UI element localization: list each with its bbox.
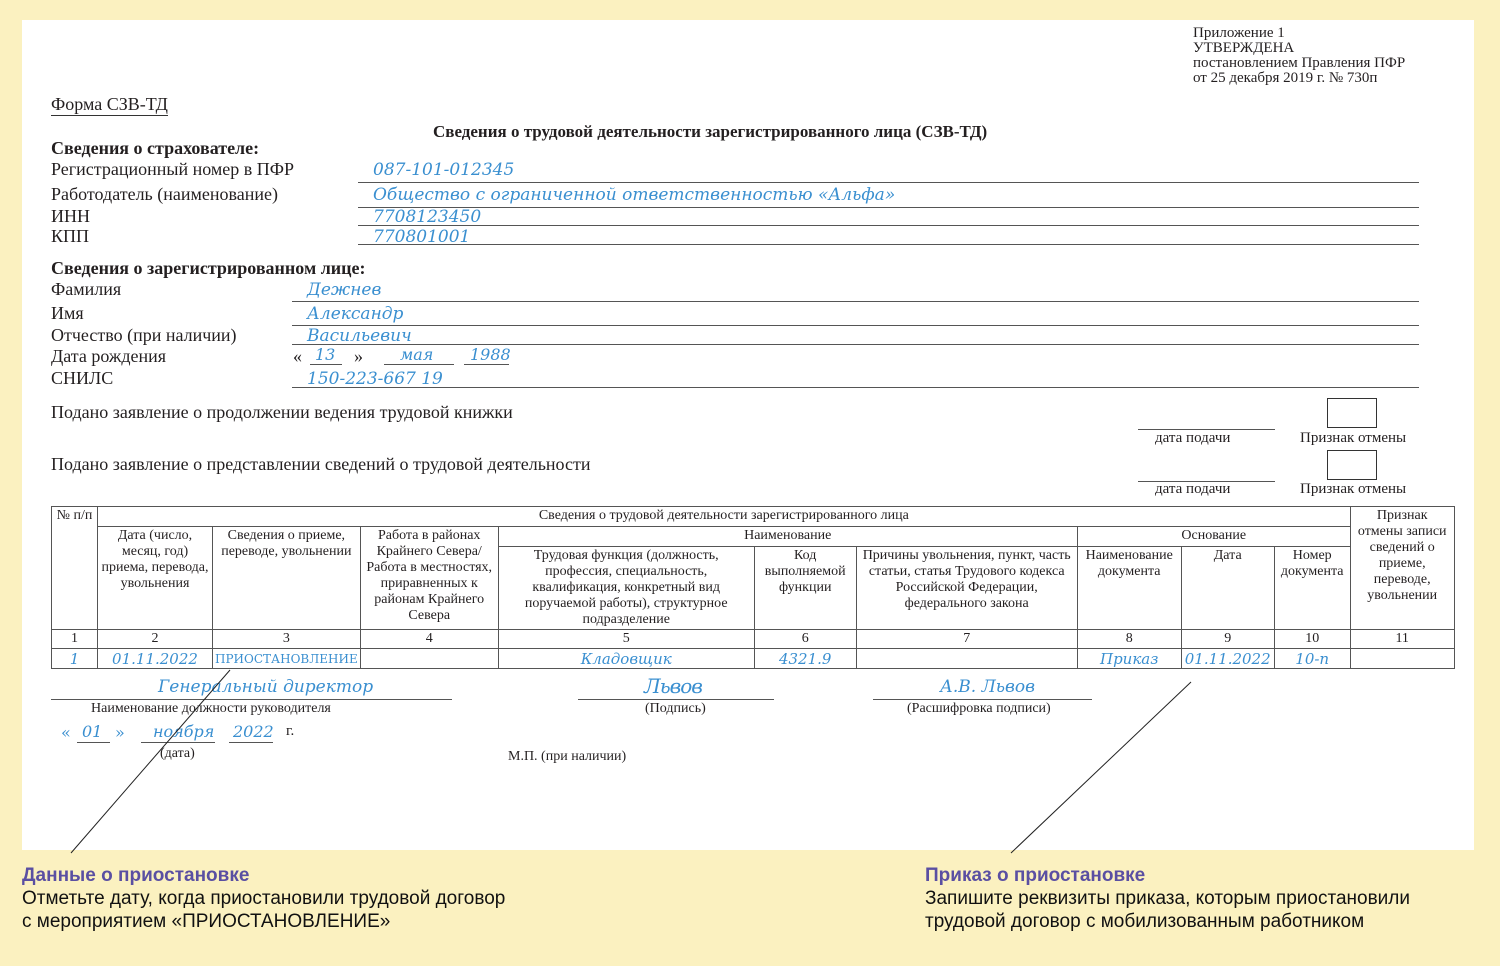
- form-title: Сведения о трудовой деятельности зарегистрированного лица (СЗВ-ТД): [433, 122, 988, 141]
- signature-scribble: Львов: [644, 674, 702, 698]
- note-right-title: Приказ о приостановке: [925, 865, 1146, 886]
- col-number: 2: [98, 630, 213, 649]
- note-right-line: Запишите реквизиты приказа, которым приостановили: [925, 888, 1410, 909]
- col-header-north: Работа в районах Крайнего Севера/ Работа в местностях, приравненных к районам Крайнего Севера: [360, 527, 498, 630]
- col-number: 10: [1274, 630, 1350, 649]
- note-right: [925, 865, 1410, 933]
- insurer-section-title: Сведения о страхователе:: [51, 138, 260, 158]
- reg-number-value: 087-101-012345: [373, 160, 515, 180]
- col-number: 3: [213, 630, 361, 649]
- table-group-title: Сведения о трудовой деятельности зарегистрированного лица: [98, 507, 1351, 527]
- col-number: 5: [498, 630, 754, 649]
- col-number: 1: [52, 630, 98, 649]
- note-left-line: Отметьте дату, когда приостановили трудовой договор: [22, 888, 506, 909]
- employer-label: Работодатель (наименование): [51, 184, 279, 204]
- continue-cancel-caption: Признак отмены: [1300, 430, 1407, 446]
- col-header-doc-date: Дата: [1181, 547, 1274, 630]
- stamp-caption: М.П. (при наличии): [508, 749, 627, 764]
- note-left-title: Данные о приостановке: [22, 865, 250, 886]
- row-doc-date: 01.11.2022: [1181, 649, 1274, 669]
- col-number: 4: [360, 630, 498, 649]
- sign-date-year-suffix: г.: [286, 723, 295, 739]
- continue-date-caption: дата подачи: [1155, 430, 1231, 446]
- row-doc-name: Приказ: [1077, 649, 1181, 669]
- col-header-reasons: Причины увольнения, пункт, часть статьи, статья Трудового кодекса Российской Федерации, федерального закона: [856, 547, 1077, 630]
- provide-cancel-caption: Признак отмены: [1300, 481, 1407, 497]
- quote-open: «: [293, 346, 302, 366]
- birth-date-label: Дата рождения: [51, 346, 167, 366]
- sign-date-caption: (дата): [160, 746, 195, 761]
- col-header-date: Дата (число, месяц, год) приема, перевода, увольнения: [98, 527, 213, 630]
- inn-value: 7708123450: [373, 207, 482, 227]
- kpp-label: КПП: [51, 226, 90, 246]
- note-left: [22, 865, 505, 933]
- birth-year-value: 1988: [470, 345, 511, 364]
- note-right-line: трудовой договор с мобилизованным работником: [925, 911, 1365, 932]
- sign-date-quote-open: «: [61, 723, 71, 742]
- sign-date-quote-close: »: [115, 723, 125, 742]
- col-group-name: Наименование: [498, 527, 1077, 547]
- annex-line: постановлением Правления ПФР: [1193, 55, 1406, 71]
- name-value: Александр: [307, 304, 404, 324]
- pointer-line-left: [71, 670, 230, 853]
- row-function: Кладовщик: [498, 649, 754, 669]
- birth-month-value: мая: [400, 345, 434, 364]
- pointer-line-right: [1011, 682, 1191, 853]
- col-group-basis: Основание: [1077, 527, 1350, 547]
- reg-number-label: Регистрационный номер в ПФР: [51, 159, 294, 179]
- annex-line: Приложение 1: [1193, 25, 1285, 41]
- surname-value: Дежнев: [307, 280, 382, 300]
- kpp-value: 770801001: [373, 227, 471, 247]
- snils-label: СНИЛС: [51, 368, 114, 388]
- patronymic-label: Отчество (при наличии): [51, 325, 237, 345]
- surname-label: Фамилия: [51, 279, 122, 299]
- employer-value: Общество с ограниченной ответственностью «Альфа»: [373, 185, 896, 205]
- col-header-cancel: Признак отмены записи сведений о приеме, переводе, увольнении: [1350, 507, 1454, 630]
- inn-label: ИНН: [51, 206, 90, 226]
- manager-position-caption: Наименование должности руководителя: [91, 701, 331, 716]
- sign-date-day: 01: [82, 722, 103, 741]
- row-date: 01.11.2022: [98, 649, 213, 669]
- row-doc-num: 10-п: [1274, 649, 1350, 669]
- annex-line: УТВЕРЖДЕНА: [1193, 40, 1295, 56]
- signature-caption: (Подпись): [645, 701, 706, 716]
- col-header-info: Сведения о приеме, переводе, увольнении: [213, 527, 361, 630]
- provide-info-label: Подано заявление о представлении сведений о трудовой деятельности: [51, 454, 591, 474]
- snils-value: 150-223-667 19: [307, 369, 443, 389]
- col-number: 9: [1181, 630, 1274, 649]
- sign-date-month: ноября: [153, 722, 215, 741]
- col-number: 8: [1077, 630, 1181, 649]
- decoding-caption: (Расшифровка подписи): [907, 701, 1051, 716]
- annex-line: от 25 декабря 2019 г. № 730п: [1193, 70, 1378, 86]
- row-event: ПРИОСТАНОВЛЕНИЕ: [213, 649, 361, 669]
- col-number: 7: [856, 630, 1077, 649]
- row-num: 1: [52, 649, 98, 669]
- col-number: 11: [1350, 630, 1454, 649]
- name-label: Имя: [51, 303, 84, 323]
- patronymic-value: Васильевич: [307, 326, 412, 346]
- continue-book-label: Подано заявление о продолжении ведения трудовой книжки: [51, 402, 513, 422]
- col-header-doc-name: Наименование документа: [1077, 547, 1181, 630]
- note-left-line: с мероприятием «ПРИОСТАНОВЛЕНИЕ»: [22, 911, 391, 932]
- col-number: 6: [754, 630, 856, 649]
- row-code: 4321.9: [754, 649, 856, 669]
- provide-date-caption: дата подачи: [1155, 481, 1231, 497]
- col-header-num: № п/п: [52, 507, 98, 630]
- form-name: Форма СЗВ-ТД: [51, 94, 168, 114]
- manager-position-value: Генеральный директор: [158, 677, 374, 697]
- col-header-doc-num: Номер документа: [1274, 547, 1350, 630]
- quote-close: »: [354, 346, 363, 366]
- sign-date-year: 2022: [233, 722, 274, 741]
- birth-day-value: 13: [315, 345, 336, 364]
- col-header-function: Трудовая функция (должность, профессия, специальность, квалификация, конкретный вид поручаемой работы), структурное подразделение: [498, 547, 754, 630]
- person-section-title: Сведения о зарегистрированном лице:: [51, 258, 366, 278]
- col-header-code: Код выполняемой функции: [754, 547, 856, 630]
- decoding-value: А.В. Львов: [940, 677, 1036, 697]
